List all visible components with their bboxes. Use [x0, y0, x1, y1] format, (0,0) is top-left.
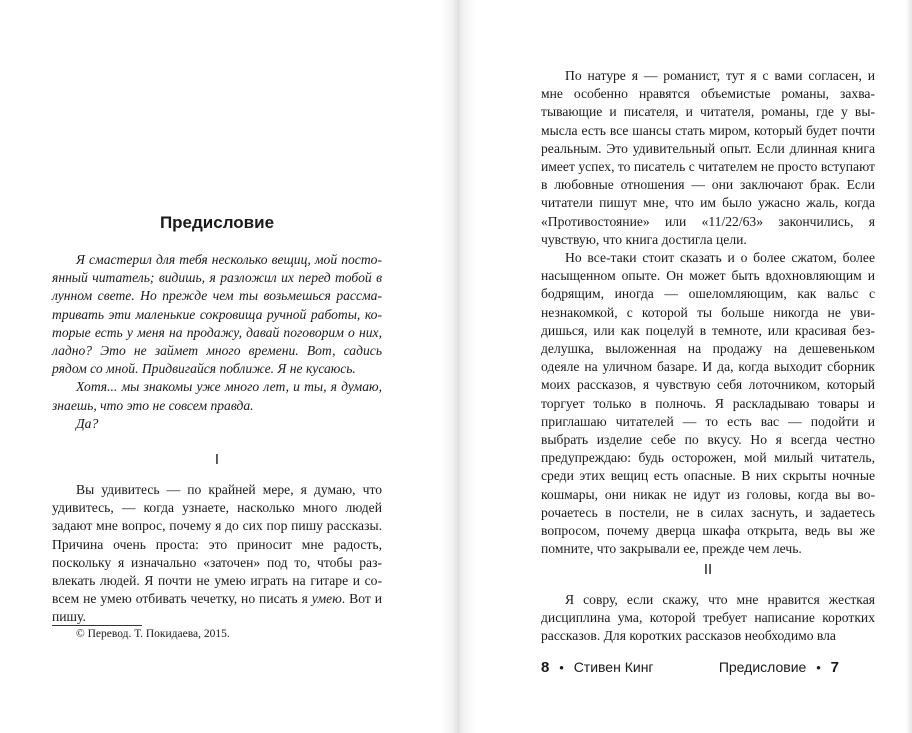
- running-head-label: Стивен Кинг: [573, 659, 654, 675]
- running-head-left: [719, 659, 839, 676]
- epigraph-paragraph: Да?: [76, 415, 99, 431]
- running-head-bullet: •: [559, 660, 564, 675]
- epigraph: [52, 251, 382, 433]
- page-number: 8: [541, 659, 550, 676]
- body-text-run: . Вот и пишу.: [52, 591, 382, 625]
- body-paragraph: Я совру, если скажу, что мне нравится жесткая дисциплина ума, которой требует написание коротких рассказов. Для коротких рассказов необходимо вла: [541, 592, 875, 644]
- chapter-title: Предисловие: [159, 213, 275, 232]
- footnote: © Перевод. Т. Покидаева, 2015.: [76, 628, 230, 640]
- right-section-text: [541, 591, 875, 646]
- page-number: 7: [830, 659, 839, 676]
- body-paragraph: По натуре я — романист, тут я с вами согласен, и мне особенно нравятся объемистые романы, захватывающие и писателя, и читателя, романы, где у вымысла есть все шансы стать миром, который будет почти реальным. Это удивительный опыт. Если длинная книга имеет успех, то писатель с читателем не просто вступают в любовные отношения — они заключают брак. Если читатели пишут мне, что им было ужасно жаль, когда «Противостояние» или «11/22/63» закончились, я чувствую, что книга достигла цели.: [541, 68, 875, 247]
- footnote-divider: [52, 625, 142, 626]
- right-body-text: [541, 67, 875, 558]
- left-body-text: [52, 481, 382, 627]
- running-head-label: Предисловие: [718, 659, 807, 675]
- body-text-emphasis: умею: [311, 591, 342, 607]
- body-paragraph: [52, 481, 382, 627]
- section-number-2: II: [703, 561, 713, 578]
- running-head-right: [541, 659, 654, 676]
- page-edge-shadow: [906, 0, 912, 733]
- section-number-1: I: [214, 451, 220, 468]
- body-text-run: Вы удивитесь — по крайней мере, я думаю, что удивитесь, — когда узнаете, насколько много людей задают мне вопрос, почему я до сих пор пишу рассказы. Причина очень проста: это приносит мне радость, поскольку я изначально «заточен» под то, чтобы развлекать людей. Я почти не умею играть на гитаре и совсем не умею отбивать чечетку, но писать я: [52, 482, 382, 607]
- body-paragraph: Но все-таки стоит сказать и о более сжатом, более насыщенном опыте. Он может быть вдохновляющим и бодрящим, иногда — ошеломляющим, как вальс с незнакомкой, с которой ты больше никогда не увидишься, или как поцелуй в темноте, или красивая безделушка, выложенная на продажу на дешевеньком одеяле на уличном базаре. И да, когда выходит сборник моих рассказов, я чувствую себя лоточником, который торгует только в полночь. Я раскладываю товары и приглашаю читателей — то есть вас — подойти и выбрать изделие себе по вкусу. Но я всегда честно предупреждаю: будь осторожен, мой милый читатель, среди этих вещиц есть опасные. В них скрыты ночные кошмары, они никак не идут из головы, когда вы ворочаетесь в постели, не в силах заснуть, и задаетесь вопросом, почему дверца шкафа открыта, ведь вы же помните, что закрывали ее, прежде чем лечь.: [541, 250, 875, 557]
- running-head-bullet: •: [816, 660, 821, 675]
- epigraph-paragraph: Я смастерил для тебя несколько вещиц, мой постоянный читатель; видишь, я разложил их перед тобой в лунном свете. Но прежде чем ты возьмешься рассматривать эти маленькие сокровища ручной работы, которые есть у меня на продажу, давай поговорим о них, ладно? Это не займет много времени. Вот, садись рядом со мной. Придвигайся поближе. Я не кусаюсь.: [52, 252, 382, 377]
- epigraph-paragraph: Хотя... мы знакомы уже много лет, и ты, я думаю, знаешь, что это не совсем правда.: [52, 379, 382, 413]
